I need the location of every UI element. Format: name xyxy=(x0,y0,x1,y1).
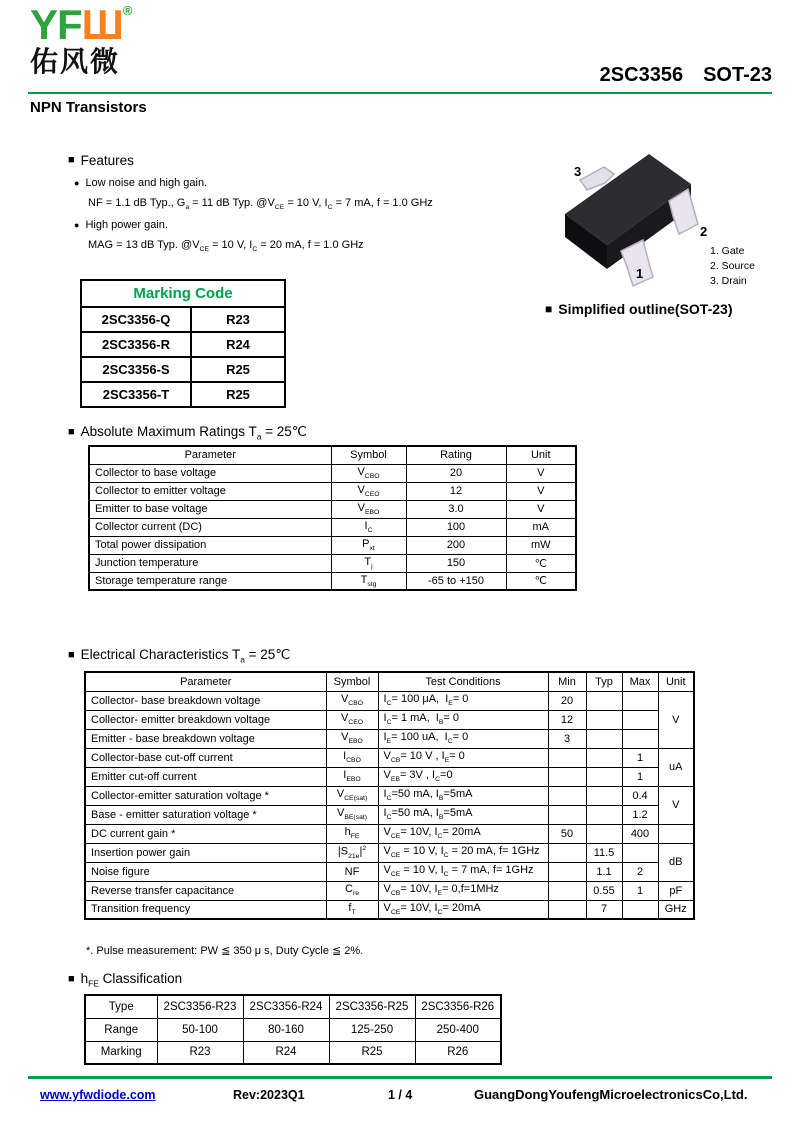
conditions-cell: $I_C=50$ mA, $I_B=5mA$ xyxy=(378,805,548,824)
rating-cell: 20 xyxy=(406,464,506,482)
section-square-icon: ■ xyxy=(68,426,75,439)
part-type-cell: 2SC3356-T xyxy=(81,382,191,407)
revision-label: Rev:2023Q1 xyxy=(233,1088,305,1102)
min-cell: 3 xyxy=(548,729,586,748)
table-row xyxy=(85,900,694,919)
table-row xyxy=(85,748,694,767)
device-type-subtitle: NPN Transistors xyxy=(30,99,147,116)
document-title xyxy=(600,64,772,87)
min-cell xyxy=(548,843,586,862)
max-cell: 1 xyxy=(622,881,658,900)
parameter-cell: Insertion power gain xyxy=(85,843,326,862)
section-square-icon: ■ xyxy=(68,649,75,662)
parameter-cell: Collector current (DC) xyxy=(89,518,331,536)
parameter-cell: Collector- emitter breakdown voltage xyxy=(85,710,326,729)
symbol-cell: $V_{CBO}$ xyxy=(331,464,406,482)
unit-cell: V xyxy=(506,464,576,482)
conditions-cell: $V_{CE} = 10$ V, $I_C = 7$ mA, f= 1GHz xyxy=(378,862,548,881)
table-row xyxy=(85,805,694,824)
unit-cell: pF xyxy=(658,881,694,900)
company-website-link[interactable]: www.yfwdiode.com xyxy=(40,1088,156,1102)
symbol-cell: $V_{CE(sat)}$ xyxy=(326,786,378,805)
hfe-heading xyxy=(68,971,182,989)
symbol-cell: $V_{CEO}$ xyxy=(331,482,406,500)
column-header: Parameter xyxy=(85,672,326,691)
table-row xyxy=(85,1018,501,1041)
header-divider xyxy=(28,92,772,94)
conditions-cell: $V_{CE} = 10$ V, $I_C = 20$ mA, f= 1GHz xyxy=(378,843,548,862)
table-row xyxy=(85,1041,501,1064)
type-cell: 2SC3356-R25 xyxy=(329,995,415,1018)
symbol-cell: $T_{stg}$ xyxy=(331,572,406,590)
table-row xyxy=(85,824,694,843)
parameter-cell: Collector-emitter saturation voltage * xyxy=(85,786,326,805)
table-row xyxy=(85,786,694,805)
symbol-cell: $|S_{21e}|^2$ xyxy=(326,843,378,862)
table-row xyxy=(85,881,694,900)
registered-trademark-icon: ® xyxy=(122,3,132,18)
page-number: 1 / 4 xyxy=(388,1088,413,1102)
table-row xyxy=(89,500,576,518)
rating-cell: 12 xyxy=(406,482,506,500)
features-heading-label: Features xyxy=(80,153,134,168)
unit-cell: V xyxy=(658,691,694,748)
logo-wordmark xyxy=(30,1,132,48)
table-row xyxy=(85,843,694,862)
feature-text: Low noise and high gain. xyxy=(85,177,208,189)
min-cell xyxy=(548,786,586,805)
parameter-cell: Collector to emitter voltage xyxy=(89,482,331,500)
pulse-measurement-footnote: *. Pulse measurement: PW ≦ 350 μ s, Duty Cycle ≦ 2%. xyxy=(86,945,364,957)
range-cell: 80-160 xyxy=(243,1018,329,1041)
column-header: Min xyxy=(548,672,586,691)
pin-legend-entry: 3. Drain xyxy=(710,275,747,287)
parameter-cell: Junction temperature xyxy=(89,554,331,572)
sot23-3d-illustration xyxy=(550,138,720,298)
min-cell: 12 xyxy=(548,710,586,729)
table-row xyxy=(89,482,576,500)
min-cell: 50 xyxy=(548,824,586,843)
column-header: Unit xyxy=(658,672,694,691)
marking-code-table xyxy=(80,279,286,408)
unit-cell: dB xyxy=(658,843,694,881)
max-cell xyxy=(622,691,658,710)
table-row xyxy=(85,729,694,748)
typ-cell xyxy=(586,748,622,767)
typ-cell xyxy=(586,729,622,748)
typ-cell: 1.1 xyxy=(586,862,622,881)
unit-cell: GHz xyxy=(658,900,694,919)
symbol-cell: $I_C$ xyxy=(331,518,406,536)
logo-yf-text: YF xyxy=(30,1,82,48)
hfe-classification-table xyxy=(84,994,502,1065)
column-header: Symbol xyxy=(331,446,406,464)
min-cell xyxy=(548,881,586,900)
unit-cell: V xyxy=(506,500,576,518)
unit-cell xyxy=(658,824,694,843)
feature-detail: NF = 1.1 dB Typ., $G_a = 11$ dB Typ. $@V_{CE} = 10$ V, $I_C = 7$ mA, f = 1.0 GHz xyxy=(88,197,433,212)
min-cell xyxy=(548,805,586,824)
max-cell: 0.4 xyxy=(622,786,658,805)
features-heading xyxy=(68,153,134,168)
unit-cell: mW xyxy=(506,536,576,554)
parameter-cell: Emitter to base voltage xyxy=(89,500,331,518)
symbol-cell: $I_{EBO}$ xyxy=(326,767,378,786)
parameter-cell: Base - emitter saturation voltage * xyxy=(85,805,326,824)
table-row xyxy=(81,382,285,407)
outline-caption-label: Simplified outline(SOT-23) xyxy=(558,301,733,317)
marking-cell: R26 xyxy=(415,1041,501,1064)
conditions-cell: $I_E= 100$ uA, $I_C= 0$ xyxy=(378,729,548,748)
column-header: Symbol xyxy=(326,672,378,691)
min-cell xyxy=(548,900,586,919)
part-type-cell: 2SC3356-Q xyxy=(81,307,191,332)
min-cell: 20 xyxy=(548,691,586,710)
part-number: 2SC3356 xyxy=(599,64,684,86)
table-row xyxy=(81,357,285,382)
parameter-cell: Storage temperature range xyxy=(89,572,331,590)
typ-cell: 7 xyxy=(586,900,622,919)
max-cell: 400 xyxy=(622,824,658,843)
table-row xyxy=(85,767,694,786)
max-cell: 1.2 xyxy=(622,805,658,824)
marking-code-cell: R25 xyxy=(191,382,285,407)
max-cell xyxy=(622,710,658,729)
table-row xyxy=(81,280,285,307)
min-cell xyxy=(548,862,586,881)
parameter-cell: Emitter - base breakdown voltage xyxy=(85,729,326,748)
section-square-icon: ■ xyxy=(545,302,553,316)
symbol-cell: $P_{xt}$ xyxy=(331,536,406,554)
amr-heading-label: Absolute Maximum Ratings $T_a$ = 25℃ xyxy=(80,424,307,442)
unit-cell: ℃ xyxy=(506,572,576,590)
table-row xyxy=(85,995,501,1018)
symbol-cell: $V_{CEO}$ xyxy=(326,710,378,729)
part-type-cell: 2SC3356-R xyxy=(81,332,191,357)
typ-cell xyxy=(586,767,622,786)
table-row xyxy=(85,862,694,881)
parameter-cell: Collector-base cut-off current xyxy=(85,748,326,767)
unit-cell: V xyxy=(506,482,576,500)
unit-cell: uA xyxy=(658,748,694,786)
column-header: Parameter xyxy=(89,446,331,464)
marking-cell: R24 xyxy=(243,1041,329,1064)
parameter-cell: Collector- base breakdown voltage xyxy=(85,691,326,710)
parameter-cell: Total power dissipation xyxy=(89,536,331,554)
range-cell: 250-400 xyxy=(415,1018,501,1041)
symbol-cell: $f_T$ xyxy=(326,900,378,919)
amr-heading xyxy=(68,424,307,442)
table-row xyxy=(85,710,694,729)
bullet-icon: ● xyxy=(74,220,80,230)
typ-cell: 11.5 xyxy=(586,843,622,862)
parameter-cell: Emitter cut-off current xyxy=(85,767,326,786)
max-cell: 2 xyxy=(622,862,658,881)
column-header: Typ xyxy=(586,672,622,691)
row-label-cell: Marking xyxy=(85,1041,157,1064)
typ-cell xyxy=(586,805,622,824)
pin-legend-entry: 1. Gate xyxy=(710,245,745,257)
range-cell: 50-100 xyxy=(157,1018,243,1041)
type-cell: 2SC3356-R23 xyxy=(157,995,243,1018)
marking-code-cell: R24 xyxy=(191,332,285,357)
feature-detail: MAG = 13 dB Typ. $@V_{CE} = 10$ V, $I_C = 20$ mA, f = 1.0 GHz xyxy=(88,239,364,254)
column-header: Rating xyxy=(406,446,506,464)
max-cell xyxy=(622,900,658,919)
electrical-characteristics-table xyxy=(84,671,695,920)
min-cell xyxy=(548,748,586,767)
company-name: GuangDongYoufengMicroelectronicsCo,Ltd. xyxy=(474,1087,748,1102)
marking-cell: R23 xyxy=(157,1041,243,1064)
table-row xyxy=(81,307,285,332)
bullet-icon: ● xyxy=(74,178,80,188)
rating-cell: -65 to +150 xyxy=(406,572,506,590)
column-header: Unit xyxy=(506,446,576,464)
feature-text: High power gain. xyxy=(85,219,168,231)
company-logo xyxy=(30,1,132,77)
pin3-number: 3 xyxy=(574,164,582,179)
parameter-cell: Noise figure xyxy=(85,862,326,881)
typ-cell: 0.55 xyxy=(586,881,622,900)
table-row xyxy=(85,691,694,710)
marking-code-cell: R23 xyxy=(191,307,285,332)
parameter-cell: Collector to base voltage xyxy=(89,464,331,482)
footer-divider xyxy=(28,1076,772,1079)
logo-chinese-name: 佑风微 xyxy=(30,46,121,77)
feature-item xyxy=(74,177,207,189)
absolute-maximum-ratings-table xyxy=(88,445,577,591)
package-name: SOT-23 xyxy=(703,64,772,86)
symbol-cell: $V_{EBO}$ xyxy=(331,500,406,518)
pin-legend-entry: 2. Source xyxy=(710,260,755,272)
parameter-cell: DC current gain * xyxy=(85,824,326,843)
symbol-cell: $h_{FE}$ xyxy=(326,824,378,843)
section-square-icon: ■ xyxy=(68,973,75,986)
row-label-cell: Type xyxy=(85,995,157,1018)
symbol-cell: $V_{BE(sat)}$ xyxy=(326,805,378,824)
table-row xyxy=(89,572,576,590)
rating-cell: 150 xyxy=(406,554,506,572)
outline-caption xyxy=(545,301,732,317)
max-cell xyxy=(622,729,658,748)
rating-cell: 100 xyxy=(406,518,506,536)
max-cell: 1 xyxy=(622,748,658,767)
pin1-number: 1 xyxy=(636,266,644,281)
conditions-cell: $V_{EB}= 3V$ , $I_C=0$ xyxy=(378,767,548,786)
typ-cell xyxy=(586,786,622,805)
column-header: Test Conditions xyxy=(378,672,548,691)
marking-code-cell: R25 xyxy=(191,357,285,382)
pin2-number: 2 xyxy=(700,224,708,239)
conditions-cell: $V_{CE}= 10V$, $I_C= 20mA$ xyxy=(378,824,548,843)
logo-w-icon: Ш xyxy=(81,1,123,48)
conditions-cell: $V_{CB}= 10V$, $I_E= 0,f=1MHz$ xyxy=(378,881,548,900)
type-cell: 2SC3356-R26 xyxy=(415,995,501,1018)
conditions-cell: $V_{CE}= 10V$, $I_C= 20mA$ xyxy=(378,900,548,919)
part-type-cell: 2SC3356-S xyxy=(81,357,191,382)
table-row xyxy=(89,464,576,482)
section-square-icon: ■ xyxy=(68,154,75,166)
conditions-cell: $I_C= 100$ μA, $I_E= 0$ xyxy=(378,691,548,710)
marking-table-header: Marking Code xyxy=(81,280,285,307)
symbol-cell: $V_{CBO}$ xyxy=(326,691,378,710)
ec-heading-label: Electrical Characteristics $T_a$ = 25℃ xyxy=(80,647,291,665)
table-row xyxy=(89,518,576,536)
conditions-cell: $I_C=50$ mA, $I_B=5mA$ xyxy=(378,786,548,805)
rating-cell: 3.0 xyxy=(406,500,506,518)
type-cell: 2SC3356-R24 xyxy=(243,995,329,1018)
unit-cell: mA xyxy=(506,518,576,536)
row-label-cell: Range xyxy=(85,1018,157,1041)
sot23-package-drawing xyxy=(550,138,720,298)
table-row xyxy=(81,332,285,357)
parameter-cell: Transition frequency xyxy=(85,900,326,919)
max-cell xyxy=(622,843,658,862)
max-cell: 1 xyxy=(622,767,658,786)
pin-legend xyxy=(710,244,755,289)
conditions-cell: $V_{CB}= 10$ V , $I_E= 0$ xyxy=(378,748,548,767)
typ-cell xyxy=(586,691,622,710)
hfe-heading-label: $h_{FE}$ Classification xyxy=(80,971,183,989)
feature-item xyxy=(74,219,168,231)
table-row xyxy=(89,554,576,572)
symbol-cell: $C_{re}$ xyxy=(326,881,378,900)
symbol-cell: $V_{EBO}$ xyxy=(326,729,378,748)
symbol-cell: $I_{CBO}$ xyxy=(326,748,378,767)
range-cell: 125-250 xyxy=(329,1018,415,1041)
marking-cell: R25 xyxy=(329,1041,415,1064)
ec-heading xyxy=(68,647,290,665)
parameter-cell: Reverse transfer capacitance xyxy=(85,881,326,900)
symbol-cell: NF xyxy=(326,862,378,881)
rating-cell: 200 xyxy=(406,536,506,554)
table-row xyxy=(89,536,576,554)
symbol-cell: $T_j$ xyxy=(331,554,406,572)
min-cell xyxy=(548,767,586,786)
unit-cell: ℃ xyxy=(506,554,576,572)
conditions-cell: $I_C= 1$ mA, $I_B= 0$ xyxy=(378,710,548,729)
typ-cell xyxy=(586,824,622,843)
unit-cell: V xyxy=(658,786,694,824)
typ-cell xyxy=(586,710,622,729)
column-header: Max xyxy=(622,672,658,691)
table-header-row xyxy=(85,672,694,691)
table-header-row xyxy=(89,446,576,464)
